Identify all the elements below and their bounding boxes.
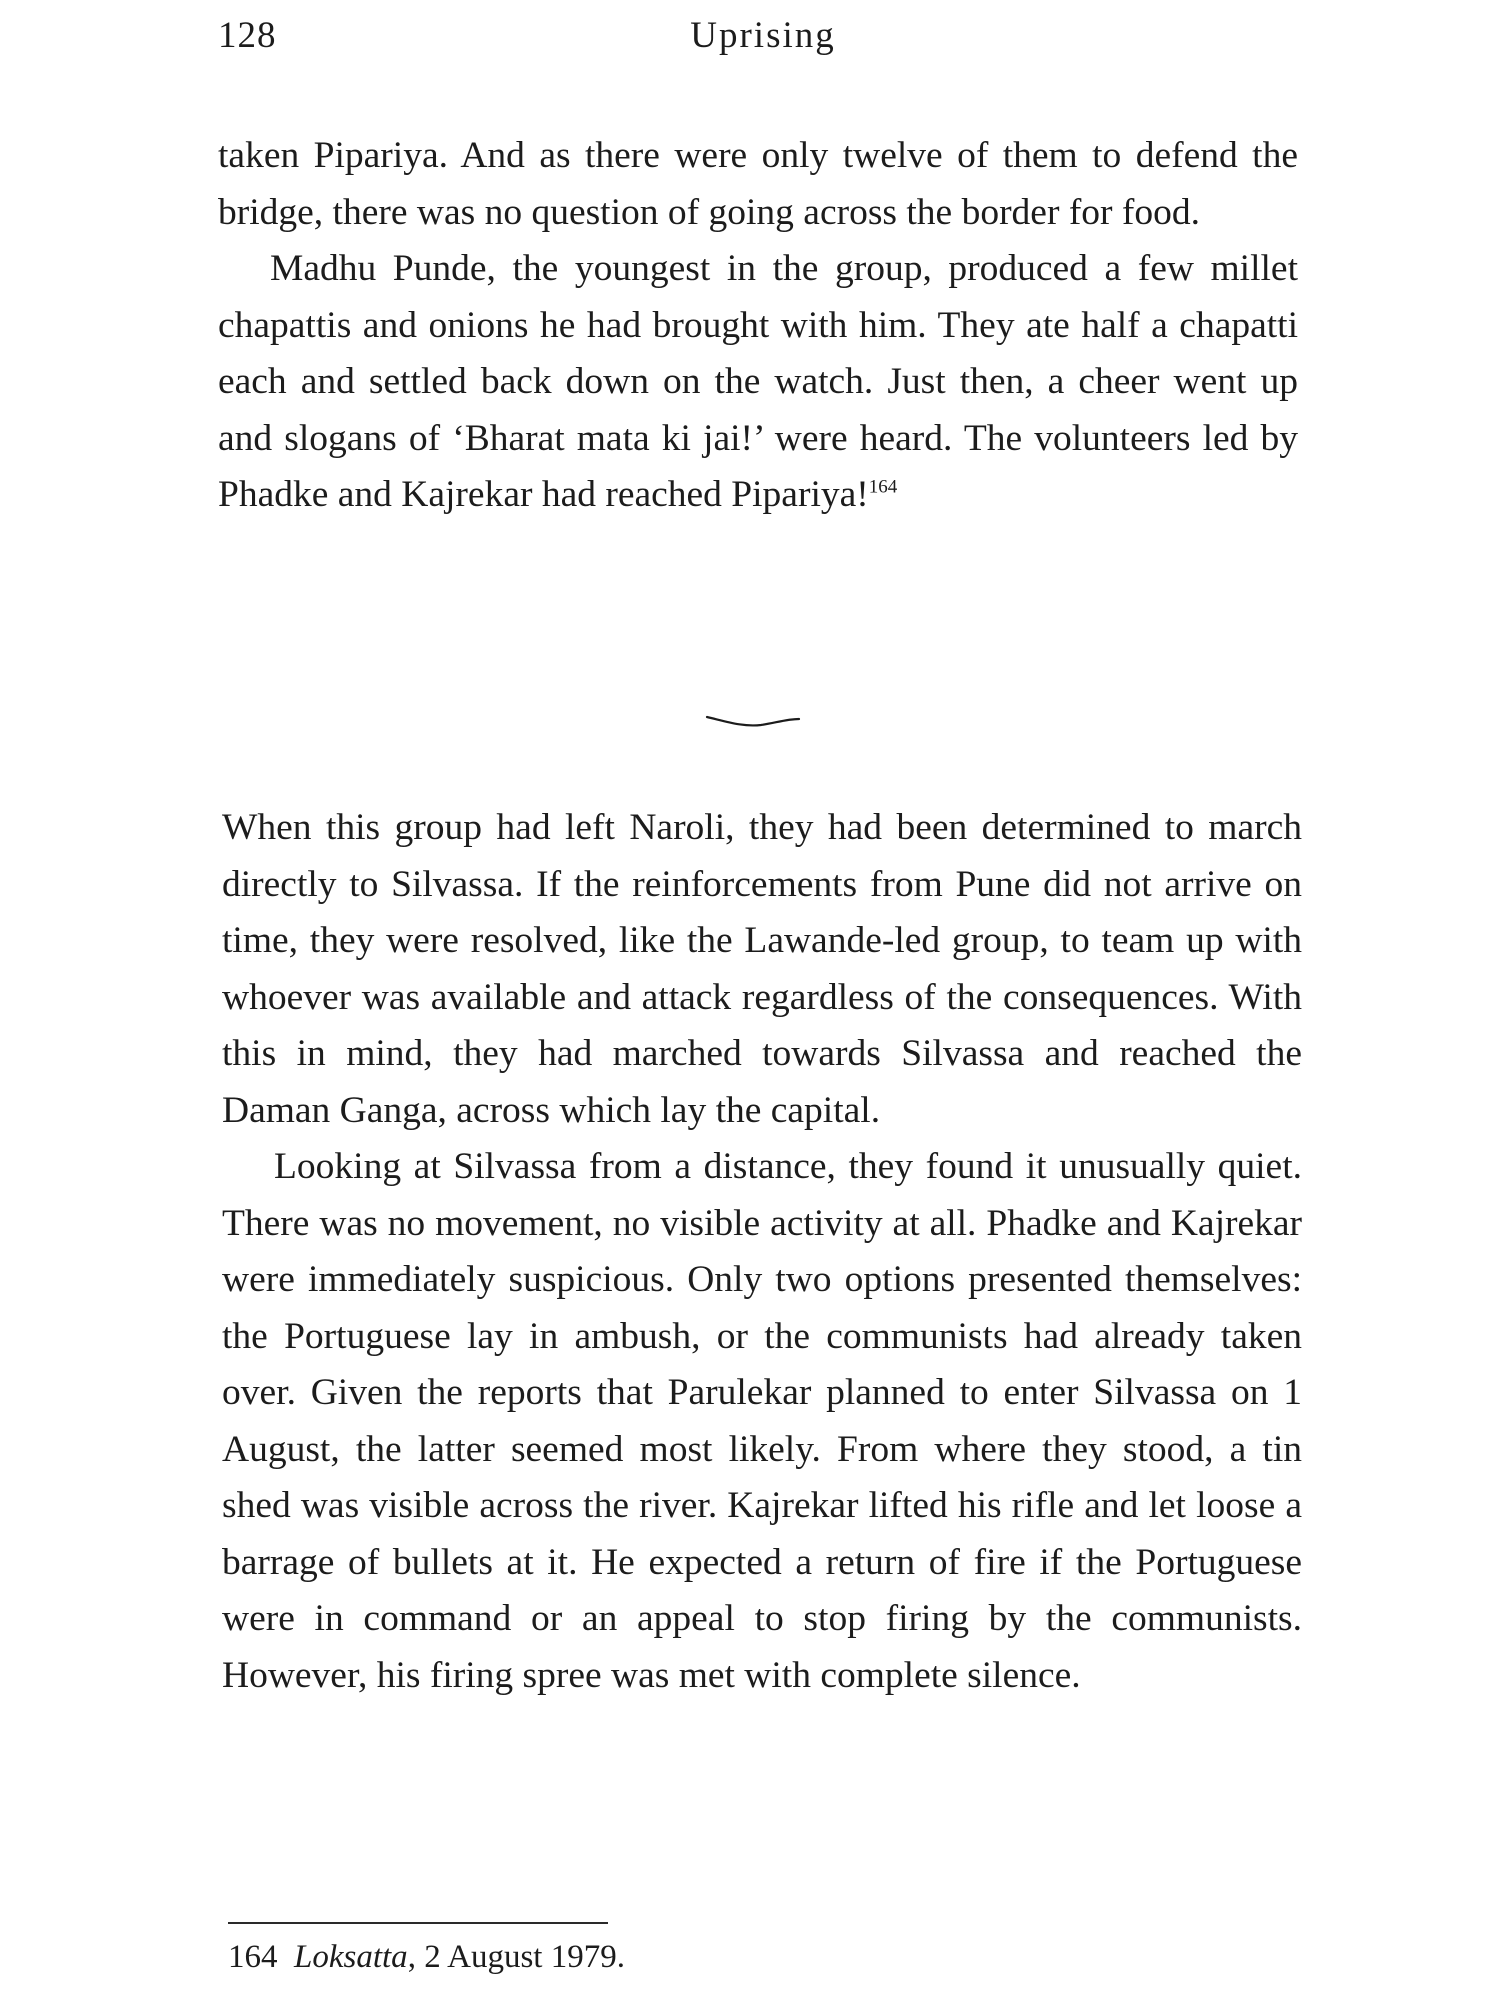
footnote	[228, 1935, 625, 1979]
footnote-source-title: Loksatta	[294, 1939, 408, 1975]
footnote-reference[interactable]: 164	[868, 476, 898, 498]
paragraph-continued: taken Pipariya. And as there were only twelve of them to defend the bridge, there was no question of going across the border for food.	[218, 135, 1298, 233]
paragraph-silvassa: Looking at Silvassa from a distance, they found it unusually quiet. There was no movement, no visible activity at all. Phadke and Kajrekar were immediately suspicious. Only two options presented themselves: the Portuguese lay in ambush, or the communists had already taken over. Given the reports that Parulekar planned to enter Silvassa on 1 August, the latter seemed most likely. From where they stood, a tin shed was visible across the river. Kajrekar lifted his rifle and let loose a barrage of bullets at it. He expected a return of fire if the Portuguese were in command or an appeal to stop firing by the communists. However, his firing spree was met with complete silence.	[222, 1146, 1302, 1696]
scene-break-ornament	[703, 705, 803, 735]
page-header	[218, 14, 1308, 74]
paragraph-naroli: When this group had left Naroli, they had been determined to march directly to Silvassa. If the reinforcements from Pune did not arrive on time, they were resolved, like the Lawande-led group, to team up with whoever was available and attack regardless of the consequences. With this in mind, they had marched towards Silvassa and reached the Daman Ganga, across which lay the capital.	[222, 807, 1302, 1131]
footnote-divider	[228, 1922, 608, 1924]
page-number: 128	[218, 15, 277, 56]
footnote-number: 164	[228, 1939, 278, 1975]
paragraph-madhu-punde	[218, 241, 1298, 524]
running-head: Uprising	[690, 15, 836, 56]
footnote-details: , 2 August 1979.	[407, 1939, 625, 1975]
text-section-2	[222, 800, 1302, 1704]
text-section-1	[218, 128, 1298, 524]
paragraph-text: Madhu Punde, the youngest in the group, produced a few millet chapattis and onions he had brought with him. They ate half a chapatti each and settled back down on the watch. Just then, a cheer went up and slogans of ‘Bharat mata ki jai!’ were heard. The volunteers led by Phadke and Kajrekar had reached Pipariya!	[218, 248, 1298, 515]
